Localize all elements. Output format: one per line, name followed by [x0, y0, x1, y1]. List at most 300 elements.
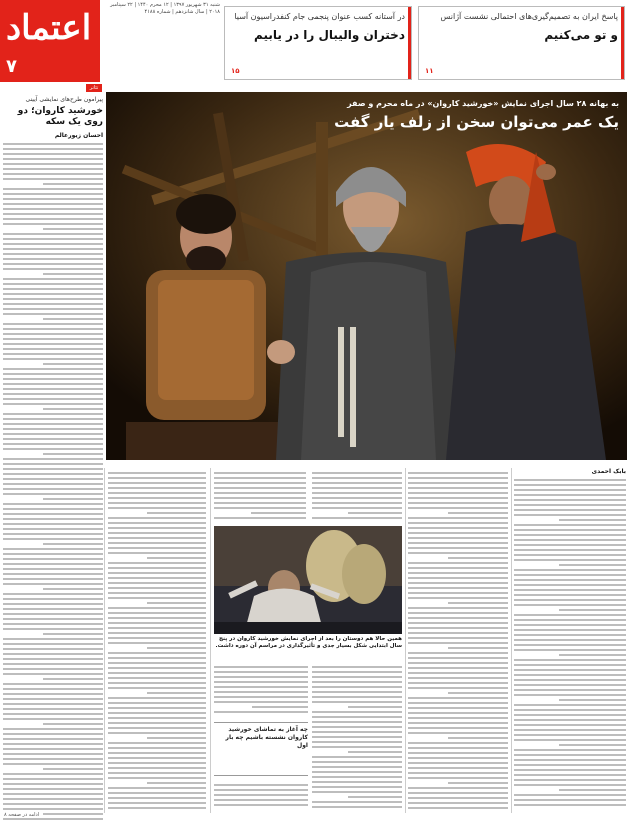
column-rule [511, 468, 512, 813]
text-line [514, 759, 626, 761]
text-line [108, 632, 206, 634]
text-line [3, 468, 103, 470]
text-line [3, 528, 103, 530]
text-line [3, 538, 103, 540]
side-author: احسان زیورعالم [54, 132, 103, 139]
text-line [3, 368, 103, 370]
text-line [108, 612, 206, 614]
text-line [514, 489, 626, 491]
masthead [0, 0, 100, 82]
text-line [312, 731, 402, 733]
text-line [514, 479, 626, 481]
text-line [251, 512, 306, 514]
text-line [348, 796, 402, 798]
text-column-1 [514, 468, 626, 813]
text-line [312, 766, 402, 768]
text-line [43, 588, 103, 590]
text-line [312, 517, 402, 519]
text-line [214, 497, 306, 499]
text-line [108, 747, 206, 749]
text-line [108, 617, 206, 619]
text-line [3, 663, 103, 665]
text-line [3, 523, 103, 525]
text-line [108, 797, 206, 799]
text-line [108, 507, 206, 509]
text-line [3, 203, 103, 205]
text-line [108, 492, 206, 494]
text-line [514, 549, 626, 551]
text-line [108, 657, 206, 659]
text-line [108, 757, 206, 759]
text-line [3, 243, 103, 245]
text-line [312, 746, 402, 748]
text-line [514, 589, 626, 591]
text-line [448, 647, 508, 649]
text-line [514, 794, 626, 796]
text-line [3, 508, 103, 510]
text-line [312, 721, 402, 723]
text-line [408, 487, 508, 489]
text-line [3, 683, 103, 685]
text-line [448, 782, 508, 784]
text-line [3, 568, 103, 570]
text-line [3, 583, 103, 585]
text-line [514, 484, 626, 486]
text-line [408, 752, 508, 754]
text-line [108, 767, 206, 769]
text-line [408, 552, 508, 554]
text-line [3, 193, 103, 195]
text-line [514, 594, 626, 596]
text-line [312, 776, 402, 778]
text-line [108, 722, 206, 724]
text-line [3, 208, 103, 210]
text-line [514, 514, 626, 516]
column-body-text [312, 472, 402, 519]
text-line [3, 773, 103, 775]
text-line [3, 443, 103, 445]
text-line [448, 512, 508, 514]
text-line [514, 599, 626, 601]
text-line [3, 378, 103, 380]
text-line [408, 657, 508, 659]
text-line [43, 678, 103, 680]
inset-photo[interactable] [214, 526, 402, 634]
text-line [448, 692, 508, 694]
text-line [214, 482, 306, 484]
text-line [214, 794, 308, 796]
column-body-text [408, 472, 508, 809]
text-line [147, 692, 206, 694]
text-line [312, 781, 402, 783]
text-line [408, 527, 508, 529]
text-line [147, 737, 206, 739]
text-line [312, 736, 402, 738]
text-line [514, 704, 626, 706]
text-line [3, 253, 103, 255]
text-line [514, 779, 626, 781]
text-line [214, 784, 308, 786]
text-line [408, 617, 508, 619]
text-line [147, 647, 206, 649]
text-line [214, 789, 308, 791]
text-line [3, 653, 103, 655]
text-line [514, 674, 626, 676]
text-line [312, 671, 402, 673]
text-line [408, 722, 508, 724]
pull-quote: چه آغاز به تماشای خورشید کاروان نشسته باشیم چه بار اول [214, 722, 308, 776]
text-line [514, 554, 626, 556]
text-line [3, 603, 103, 605]
page-number: ۷ [6, 56, 17, 77]
text-line [3, 473, 103, 475]
text-line [3, 703, 103, 705]
text-line [514, 544, 626, 546]
text-line [108, 712, 206, 714]
text-line [408, 757, 508, 759]
text-line [214, 502, 306, 504]
text-line [514, 689, 626, 691]
text-line [3, 558, 103, 560]
text-line [3, 248, 103, 250]
text-line [312, 741, 402, 743]
text-line [514, 769, 626, 771]
hero-photo[interactable] [106, 92, 627, 460]
text-line [559, 609, 626, 611]
column-body-text [214, 784, 308, 806]
side-kicker: پیرامون طرح‌های نمایشی آیینی [25, 96, 103, 103]
text-line [43, 498, 103, 500]
column-body-text [214, 666, 308, 713]
text-line [312, 676, 402, 678]
text-line [514, 569, 626, 571]
text-line [559, 654, 626, 656]
text-line [3, 563, 103, 565]
text-line [514, 524, 626, 526]
text-line [3, 148, 103, 150]
text-line [408, 762, 508, 764]
text-line [147, 512, 206, 514]
text-line [108, 702, 206, 704]
text-line [3, 798, 103, 800]
text-line [312, 502, 402, 504]
text-line [514, 684, 626, 686]
text-line [214, 492, 306, 494]
text-line [559, 699, 626, 701]
text-line [312, 507, 402, 509]
text-line [3, 328, 103, 330]
text-line [147, 602, 206, 604]
text-line [108, 682, 206, 684]
text-line [3, 718, 103, 720]
text-line [348, 706, 402, 708]
text-line [108, 677, 206, 679]
text-line [3, 448, 103, 450]
text-line [108, 762, 206, 764]
text-line [408, 592, 508, 594]
text-line [312, 472, 402, 474]
text-line [3, 658, 103, 660]
text-line [108, 642, 206, 644]
text-line [3, 593, 103, 595]
text-line [348, 751, 402, 753]
text-line [3, 433, 103, 435]
text-line [559, 744, 626, 746]
text-line [408, 637, 508, 639]
text-line [214, 701, 308, 703]
text-line [108, 522, 206, 524]
text-line [408, 702, 508, 704]
text-line [43, 408, 103, 410]
text-line [3, 613, 103, 615]
text-line [108, 527, 206, 529]
text-line [408, 612, 508, 614]
text-line [214, 686, 308, 688]
text-line [514, 799, 626, 801]
text-line [108, 497, 206, 499]
text-line [3, 428, 103, 430]
text-line [408, 802, 508, 804]
text-line [3, 393, 103, 395]
text-line [108, 727, 206, 729]
continued-note[interactable]: ادامه در صفحه ۸ [4, 812, 40, 818]
text-line [514, 694, 626, 696]
text-line [514, 614, 626, 616]
text-line [214, 671, 308, 673]
text-line [3, 303, 103, 305]
hero-title[interactable]: یک عمر می‌توان سخن از زلف یار گفت [334, 113, 619, 131]
text-line [514, 534, 626, 536]
text-line [3, 308, 103, 310]
stage-photo-illustration [106, 92, 627, 460]
inset-photo-illustration [214, 526, 402, 634]
text-line [408, 572, 508, 574]
text-line [312, 686, 402, 688]
text-column-8 [108, 468, 206, 813]
text-line [43, 543, 103, 545]
text-line [214, 472, 306, 474]
text-line [514, 574, 626, 576]
text-line [3, 693, 103, 695]
text-line [3, 713, 103, 715]
text-line [3, 803, 103, 805]
text-line [3, 198, 103, 200]
text-line [3, 218, 103, 220]
text-line [3, 418, 103, 420]
text-line [408, 607, 508, 609]
text-line [3, 258, 103, 260]
text-line [3, 553, 103, 555]
text-line [514, 629, 626, 631]
text-line [108, 577, 206, 579]
text-line [3, 628, 103, 630]
text-line [43, 318, 103, 320]
text-line [3, 178, 103, 180]
text-line [514, 584, 626, 586]
text-line [3, 278, 103, 280]
text-line [514, 649, 626, 651]
text-line [43, 453, 103, 455]
text-line [514, 729, 626, 731]
text-line [514, 709, 626, 711]
text-line [408, 627, 508, 629]
text-line [3, 753, 103, 755]
text-line [108, 572, 206, 574]
text-line [3, 403, 103, 405]
text-line [108, 672, 206, 674]
text-line [108, 662, 206, 664]
text-line [3, 793, 103, 795]
text-line [3, 623, 103, 625]
text-line [3, 383, 103, 385]
text-line [514, 504, 626, 506]
text-line [514, 739, 626, 741]
text-line [108, 777, 206, 779]
text-line [3, 423, 103, 425]
text-line [214, 804, 308, 806]
text-line [408, 797, 508, 799]
hero-headline [334, 98, 619, 132]
teaser-title: دختران والیبال را در یابیم [254, 28, 405, 42]
text-line [108, 792, 206, 794]
text-line [3, 688, 103, 690]
text-line [408, 597, 508, 599]
text-line [108, 547, 206, 549]
side-title[interactable]: خورشید کاروان؛ دو روی یک سکه [17, 106, 103, 127]
text-line [312, 791, 402, 793]
text-line [108, 667, 206, 669]
text-line [3, 143, 103, 145]
text-line [514, 719, 626, 721]
text-line [108, 787, 206, 789]
text-line [43, 723, 103, 725]
text-column-7 [214, 780, 308, 812]
teaser-page-ref: ۱۵ [231, 67, 240, 75]
text-line [408, 707, 508, 709]
teaser-box-2[interactable] [224, 6, 412, 80]
text-line [214, 477, 306, 479]
text-line [3, 388, 103, 390]
text-line [3, 323, 103, 325]
side-body-text [3, 143, 103, 820]
text-line [108, 652, 206, 654]
text-column-5 [312, 662, 402, 812]
text-line [108, 637, 206, 639]
text-line [3, 153, 103, 155]
text-line [108, 502, 206, 504]
teaser-page-ref: ۱۱ [425, 67, 434, 75]
text-line [514, 529, 626, 531]
text-line [408, 507, 508, 509]
text-column-4 [214, 468, 306, 524]
text-line [3, 483, 103, 485]
text-line [3, 608, 103, 610]
newspaper-logo[interactable]: اعتماد [6, 8, 92, 48]
text-line [408, 522, 508, 524]
hero-kicker: به بهانه ۲۸ سال اجرای نمایش «خورشید کاروان» در ماه محرم و صفر [347, 99, 619, 108]
text-line [108, 487, 206, 489]
text-line [312, 786, 402, 788]
text-line [3, 298, 103, 300]
text-line [408, 482, 508, 484]
text-line [3, 808, 103, 810]
text-line [408, 497, 508, 499]
text-line [108, 532, 206, 534]
text-line [214, 711, 308, 713]
text-line [108, 562, 206, 564]
text-line [43, 633, 103, 635]
text-line [3, 338, 103, 340]
text-line [108, 697, 206, 699]
text-line [514, 749, 626, 751]
text-line [3, 758, 103, 760]
text-line [3, 673, 103, 675]
text-line [3, 573, 103, 575]
text-line [408, 537, 508, 539]
text-line [408, 662, 508, 664]
text-line [43, 273, 103, 275]
text-line [108, 707, 206, 709]
text-line [408, 492, 508, 494]
text-line [3, 668, 103, 670]
text-line [312, 806, 402, 808]
text-line [408, 712, 508, 714]
text-line [348, 512, 402, 514]
text-line [3, 353, 103, 355]
text-line [408, 472, 508, 474]
text-line [514, 624, 626, 626]
text-line [312, 477, 402, 479]
text-line [3, 643, 103, 645]
text-line [3, 163, 103, 165]
text-line [108, 627, 206, 629]
text-line [312, 492, 402, 494]
text-line [108, 482, 206, 484]
text-line [408, 667, 508, 669]
text-line [3, 413, 103, 415]
text-line [3, 728, 103, 730]
text-line [108, 752, 206, 754]
text-line [514, 764, 626, 766]
text-line [408, 622, 508, 624]
text-line [3, 788, 103, 790]
text-line [3, 738, 103, 740]
text-line [108, 517, 206, 519]
text-line [514, 774, 626, 776]
text-line [3, 698, 103, 700]
text-line [108, 567, 206, 569]
text-line [559, 519, 626, 521]
text-line [108, 717, 206, 719]
text-line [514, 619, 626, 621]
text-line [3, 158, 103, 160]
text-line [514, 604, 626, 606]
text-line [312, 681, 402, 683]
text-line [408, 587, 508, 589]
text-line [514, 659, 626, 661]
text-line [514, 494, 626, 496]
text-line [3, 398, 103, 400]
text-line [3, 518, 103, 520]
text-line [3, 168, 103, 170]
teaser-box-1[interactable] [418, 6, 625, 80]
text-line [514, 714, 626, 716]
text-line [3, 333, 103, 335]
text-line [214, 681, 308, 683]
column-rule [104, 468, 105, 813]
teaser-title: و تو می‌کنیم [544, 28, 618, 42]
text-line [214, 676, 308, 678]
